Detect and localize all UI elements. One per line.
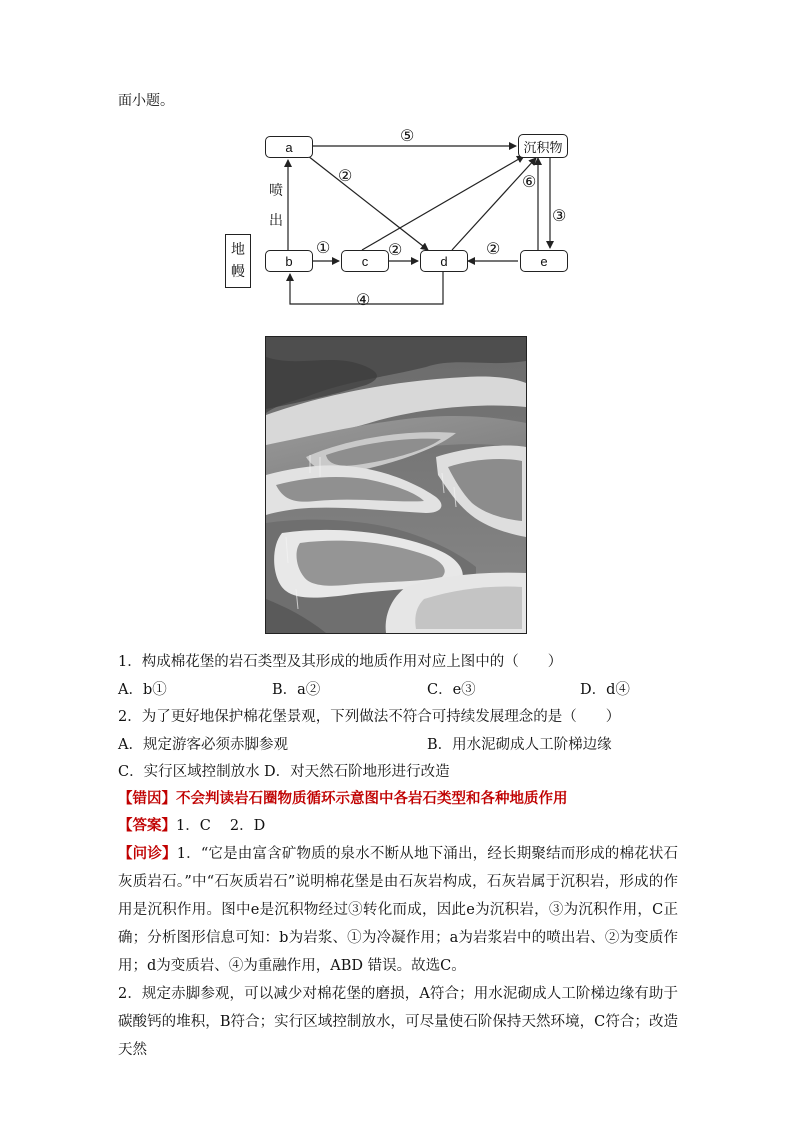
- mantle-char-2: 幔: [231, 264, 245, 280]
- arrow-a-to-d: [308, 156, 428, 250]
- rock-cycle-diagram: [220, 128, 580, 318]
- eruption-label: [268, 176, 284, 236]
- question-2-stem: 2．为了更好地保护棉花堡景观，下列做法不符合可持续发展理念的是（ ）: [118, 709, 621, 725]
- label-3: ③: [552, 206, 567, 225]
- q2-option-b: B．用水泥砌成人工阶梯边缘: [427, 737, 612, 753]
- arrow-c-to-sediment: [362, 156, 524, 250]
- analysis-tag: 【问诊】: [118, 845, 177, 862]
- eruption-char-1: 喷: [269, 183, 283, 199]
- q1-option-b: B．a②: [272, 682, 321, 698]
- error-cause-text: 不会判读岩石圈物质循环示意图中各岩石类型和各种地质作用: [176, 790, 568, 807]
- node-b: b: [265, 250, 313, 272]
- travertine-photo: [265, 336, 527, 634]
- label-4: ④: [356, 290, 371, 309]
- error-cause-line: [118, 786, 568, 812]
- intro-text: 面小题。: [118, 93, 174, 109]
- q1-option-d: D．d④: [580, 682, 630, 698]
- q2-option-c: C．实行区域控制放水: [118, 764, 260, 780]
- q1-option-c: C．e③: [427, 682, 476, 698]
- label-2-e: ②: [486, 239, 501, 258]
- mantle-box: [225, 234, 251, 288]
- travertine-image: [266, 337, 526, 633]
- mantle-char-1: 地: [231, 242, 245, 258]
- answer-text: 1．C 2．D: [176, 818, 266, 834]
- analysis-paragraph-1: [118, 840, 678, 980]
- node-e: e: [520, 250, 568, 272]
- label-5: ⑤: [400, 126, 415, 145]
- answer-tag: 【答案】: [118, 817, 176, 834]
- node-a: a: [265, 136, 313, 158]
- q2-option-a: A．规定游客必须赤脚参观: [118, 737, 288, 753]
- answer-line: [118, 813, 265, 839]
- label-1: ①: [316, 238, 331, 257]
- question-1-stem: 1．构成棉花堡的岩石类型及其形成的地质作用对应上图中的（ ）: [118, 654, 563, 670]
- analysis-paragraph-2: 2．规定赤脚参观，可以减少对棉花堡的磨损，A符合；用水泥砌成人工阶梯边缘有助于碳酸钙的堆积，B符合；实行区域控制放水，可尽量使石阶保持天然环境，C符合；改造天然: [118, 986, 678, 1058]
- analysis-text-1: 1．“它是由富含矿物质的泉水不断从地下涌出，经长期聚结而形成的棉花状石灰质岩石。”中“石灰质岩石”说明棉花堡是由石灰岩构成，石灰岩属于沉积岩，形成的作用是沉积作用。图中e是沉积物经过③转化而成，因此e为沉积岩，③为沉积作用，C正确；分析图形信息可知：b为岩浆、①为冷凝作用；a为岩浆岩中的喷出岩、②为变质作用；d为变质岩、④为重融作用，ABD 错误。故选C。: [118, 846, 679, 974]
- node-d: d: [420, 250, 468, 272]
- label-2-a: ②: [338, 166, 353, 185]
- q2-option-d: D．对天然石阶地形进行改造: [264, 764, 450, 780]
- node-c: c: [341, 250, 389, 272]
- label-2-c: ②: [388, 240, 403, 259]
- label-6: ⑥: [522, 172, 537, 191]
- q1-option-a: A．b①: [118, 682, 167, 698]
- eruption-char-2: 出: [269, 213, 283, 229]
- node-sediment: 沉积物: [518, 134, 568, 158]
- error-cause-tag: 【错因】: [118, 790, 176, 807]
